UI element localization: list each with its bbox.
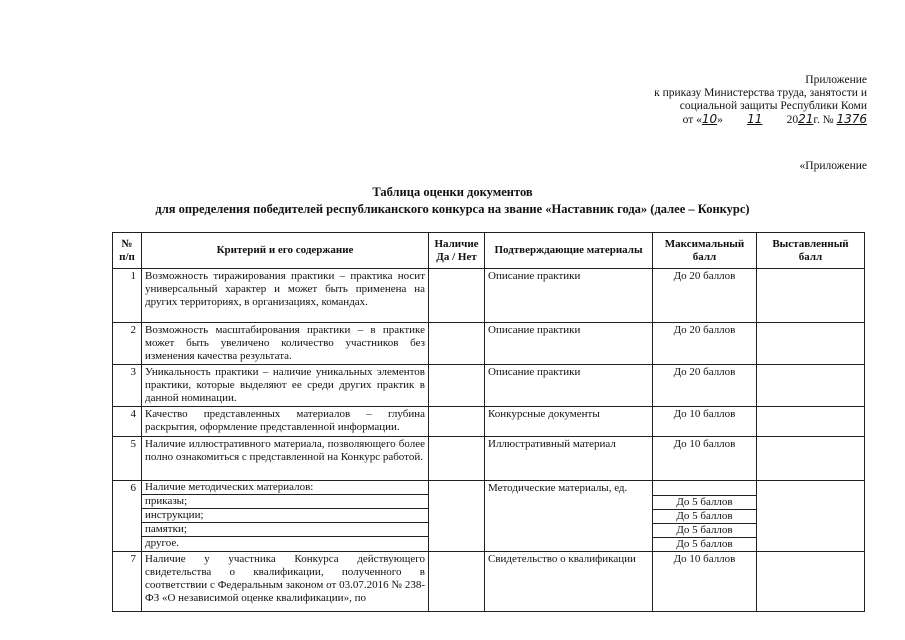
date-year: 21 <box>798 112 814 126</box>
row-presence-cell[interactable] <box>429 407 485 437</box>
row-max: До 20 баллов <box>653 323 757 365</box>
row-criterion: Наличие у участника Конкурса действующего свидетельства о квалификации, полученного в соответствии с Федеральным законом от 03.07.2016 № 238-ФЗ «О независимой оценке квалификации», по <box>142 552 429 612</box>
row-given-cell[interactable] <box>757 481 865 552</box>
table-row <box>113 269 865 323</box>
row-num: 2 <box>113 323 142 365</box>
header-max: Максимальный балл <box>653 233 757 269</box>
row-num: 6 <box>113 481 142 552</box>
header-criterion: Критерий и его содержание <box>142 233 429 269</box>
row-criterion: Качество представленных материалов – глубина раскрытия, оформление представленной информации. <box>142 407 429 437</box>
appendix-ministry: социальной защиты Республики Коми <box>679 100 867 112</box>
table-row <box>113 552 865 612</box>
row-given-cell[interactable] <box>757 552 865 612</box>
row-materials: Описание практики <box>485 323 653 365</box>
row-given-cell[interactable] <box>757 437 865 481</box>
appendix-date-line <box>654 113 867 127</box>
row-max: До 10 баллов <box>653 437 757 481</box>
submax-other: До 5 баллов <box>653 537 756 551</box>
row-given-cell[interactable] <box>757 407 865 437</box>
row-given-cell[interactable] <box>757 323 865 365</box>
appendix-block <box>654 74 867 127</box>
date-month: 11 <box>747 112 763 126</box>
table-row <box>113 323 865 365</box>
methodical-heading: Наличие методических материалов: <box>142 481 428 495</box>
submax-instructions: До 5 баллов <box>653 509 756 523</box>
row-presence-cell[interactable] <box>429 269 485 323</box>
date-prefix: от « <box>682 114 702 126</box>
row-criterion: Возможность тиражирования практики – практика носит универсальный характер и может быть применена на других территориях, в организациях, командах. <box>142 269 429 323</box>
row-materials: Конкурсные документы <box>485 407 653 437</box>
row-max: До 20 баллов <box>653 269 757 323</box>
date-suffix: г. № <box>813 114 834 126</box>
title-line-2: для определения победителей республиканского конкурса на звание «Наставник года» (далее – Конкурс) <box>155 202 750 216</box>
subitem-other: другое. <box>145 537 179 549</box>
row-materials: Описание практики <box>485 365 653 407</box>
header-presence: Наличие Да / Нет <box>429 233 485 269</box>
row-criterion: Наличие иллюстративного материала, позволяющего более полно ознакомиться с представленной на Конкурс работой. <box>142 437 429 481</box>
row-presence-cell[interactable] <box>429 481 485 552</box>
row-criterion: Уникальность практики – наличие уникальных элементов практики, которые выделяют ее среди других практик в данной номинации. <box>142 365 429 407</box>
date-day: 10 <box>701 112 718 126</box>
row-criterion: Возможность масштабирования практики – в практике может быть увеличено количество участников без изменения качества результата. <box>142 323 429 365</box>
page-title <box>0 184 905 218</box>
submax-orders: До 5 баллов <box>653 495 756 509</box>
header-materials: Подтверждающие материалы <box>485 233 653 269</box>
row-criterion-methodical <box>142 481 429 552</box>
row-materials: Описание практики <box>485 269 653 323</box>
header-given: Выставленный балл <box>757 233 865 269</box>
subitem-memos: памятки; <box>142 523 428 537</box>
row-max: До 10 баллов <box>653 407 757 437</box>
order-number: 1376 <box>836 112 867 126</box>
row-max: До 20 баллов <box>653 365 757 407</box>
row-num: 4 <box>113 407 142 437</box>
row-num: 7 <box>113 552 142 612</box>
row-num: 1 <box>113 269 142 323</box>
appendix-quote-label: «Приложение <box>799 160 867 172</box>
date-year-prefix: 20 <box>786 114 799 126</box>
row-materials: Иллюстративный материал <box>485 437 653 481</box>
subitem-instructions: инструкции; <box>142 509 428 523</box>
table-header-row <box>113 233 865 269</box>
row-num: 5 <box>113 437 142 481</box>
row-max-methodical <box>653 481 757 552</box>
appendix-order-ref: к приказу Министерства труда, занятости и <box>654 87 867 99</box>
evaluation-table <box>112 232 865 612</box>
row-presence-cell[interactable] <box>429 437 485 481</box>
row-num: 3 <box>113 365 142 407</box>
header-num: № п/п <box>113 233 142 269</box>
title-line-1: Таблица оценки документов <box>372 185 533 199</box>
row-presence-cell[interactable] <box>429 323 485 365</box>
row-given-cell[interactable] <box>757 269 865 323</box>
row-max: До 10 баллов <box>653 552 757 612</box>
row-materials: Методические материалы, ед. <box>485 481 653 552</box>
row-presence-cell[interactable] <box>429 552 485 612</box>
row-presence-cell[interactable] <box>429 365 485 407</box>
submax-memos: До 5 баллов <box>653 523 756 537</box>
table-row-methodical <box>113 481 865 552</box>
date-mid: » <box>717 114 723 126</box>
row-given-cell[interactable] <box>757 365 865 407</box>
subitem-orders: приказы; <box>142 495 428 509</box>
table-row <box>113 365 865 407</box>
row-materials: Свидетельство о квалификации <box>485 552 653 612</box>
table-row <box>113 407 865 437</box>
table-row <box>113 437 865 481</box>
appendix-label: Приложение <box>805 74 867 86</box>
